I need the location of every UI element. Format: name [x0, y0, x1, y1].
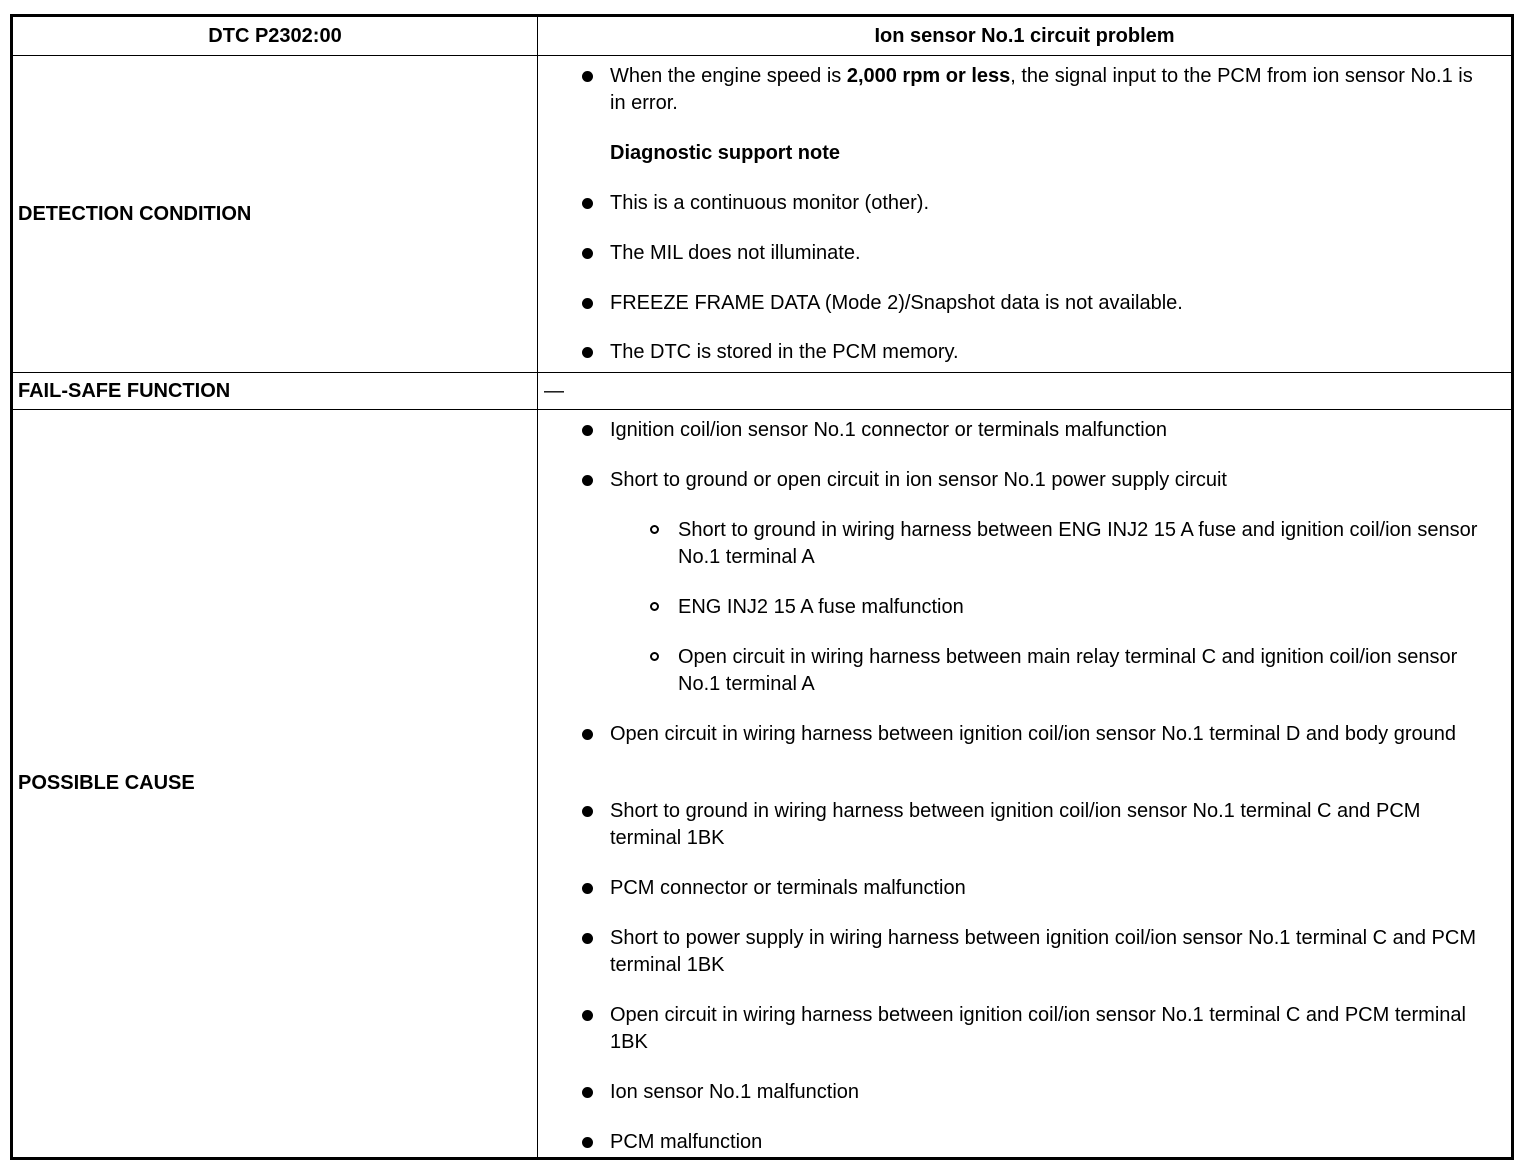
cause-item: Open circuit in wiring harness between ignition coil/ion sensor No.1 terminal C and PCM terminal 1BK [610, 1002, 1491, 1056]
bullet-icon [582, 347, 593, 358]
cause-item: PCM connector or terminals malfunction [610, 875, 1491, 902]
cause-item: Short to ground in wiring harness between ignition coil/ion sensor No.1 terminal C and PCM terminal 1BK [610, 798, 1491, 852]
fail-safe-row [13, 373, 1511, 410]
diagnostic-note-item: FREEZE FRAME DATA (Mode 2)/Snapshot data is not available. [610, 290, 1491, 317]
header-row [13, 17, 1511, 56]
bullet-icon [582, 71, 593, 82]
bullet-icon [582, 298, 593, 309]
detection-condition-row [13, 56, 1511, 373]
bullet-icon [582, 475, 593, 486]
detection-condition-label: DETECTION CONDITION [18, 202, 252, 225]
cause-subitem: Open circuit in wiring harness between main relay terminal C and ignition coil/ion sensor No.1 terminal A [678, 644, 1491, 698]
cause-item: Ion sensor No.1 malfunction [610, 1079, 1491, 1106]
hollow-bullet-icon [650, 652, 659, 661]
bullet-icon [582, 933, 593, 944]
hollow-bullet-icon [650, 525, 659, 534]
diagnostic-note-item: This is a continuous monitor (other). [610, 190, 1491, 217]
possible-cause-label: POSSIBLE CAUSE [18, 772, 195, 794]
possible-cause-content [538, 410, 1511, 1157]
dtc-code: DTC P2302:00 [208, 24, 342, 47]
bullet-icon [582, 729, 593, 740]
dtc-title: Ion sensor No.1 circuit problem [874, 24, 1175, 47]
bullet-icon [582, 248, 593, 259]
bullet-icon [582, 883, 593, 894]
diagnostic-note-item: The MIL does not illuminate. [610, 240, 1491, 267]
cause-subitem: ENG INJ2 15 A fuse malfunction [678, 594, 1491, 621]
diagnostic-note-item: The DTC is stored in the PCM memory. [610, 339, 1491, 366]
rpm-threshold: 2,000 rpm or less [846, 65, 1011, 87]
bullet-icon [582, 806, 593, 817]
fail-safe-label: FAIL-SAFE FUNCTION [18, 379, 231, 402]
diagnostic-note-heading: Diagnostic support note [610, 142, 840, 164]
bullet-icon [582, 1010, 593, 1021]
hollow-bullet-icon [650, 602, 659, 611]
cause-item: PCM malfunction [610, 1129, 1491, 1156]
possible-cause-row [13, 410, 1511, 1157]
bullet-icon [582, 198, 593, 209]
fail-safe-content [538, 373, 1511, 409]
cause-item: Ignition coil/ion sensor No.1 connector or terminals malfunction [610, 417, 1491, 444]
cause-item: Short to power supply in wiring harness between ignition coil/ion sensor No.1 terminal C and PCM terminal 1BK [610, 925, 1491, 979]
bullet-icon [582, 425, 593, 436]
cause-item: Short to ground or open circuit in ion sensor No.1 power supply circuit [610, 467, 1491, 494]
cause-item: Open circuit in wiring harness between ignition coil/ion sensor No.1 terminal D and body ground [610, 721, 1491, 748]
fail-safe-value: — [544, 380, 564, 402]
dtc-table [10, 14, 1514, 1160]
detection-condition-content [538, 56, 1511, 372]
cause-subitem: Short to ground in wiring harness between ENG INJ2 15 A fuse and ignition coil/ion sensor No.1 terminal A [678, 517, 1491, 571]
bullet-icon [582, 1087, 593, 1098]
detection-item: When the engine speed is 2,000 rpm or less, the signal input to the PCM from ion sensor No.1 is in error. [610, 63, 1491, 117]
bullet-icon [582, 1137, 593, 1148]
